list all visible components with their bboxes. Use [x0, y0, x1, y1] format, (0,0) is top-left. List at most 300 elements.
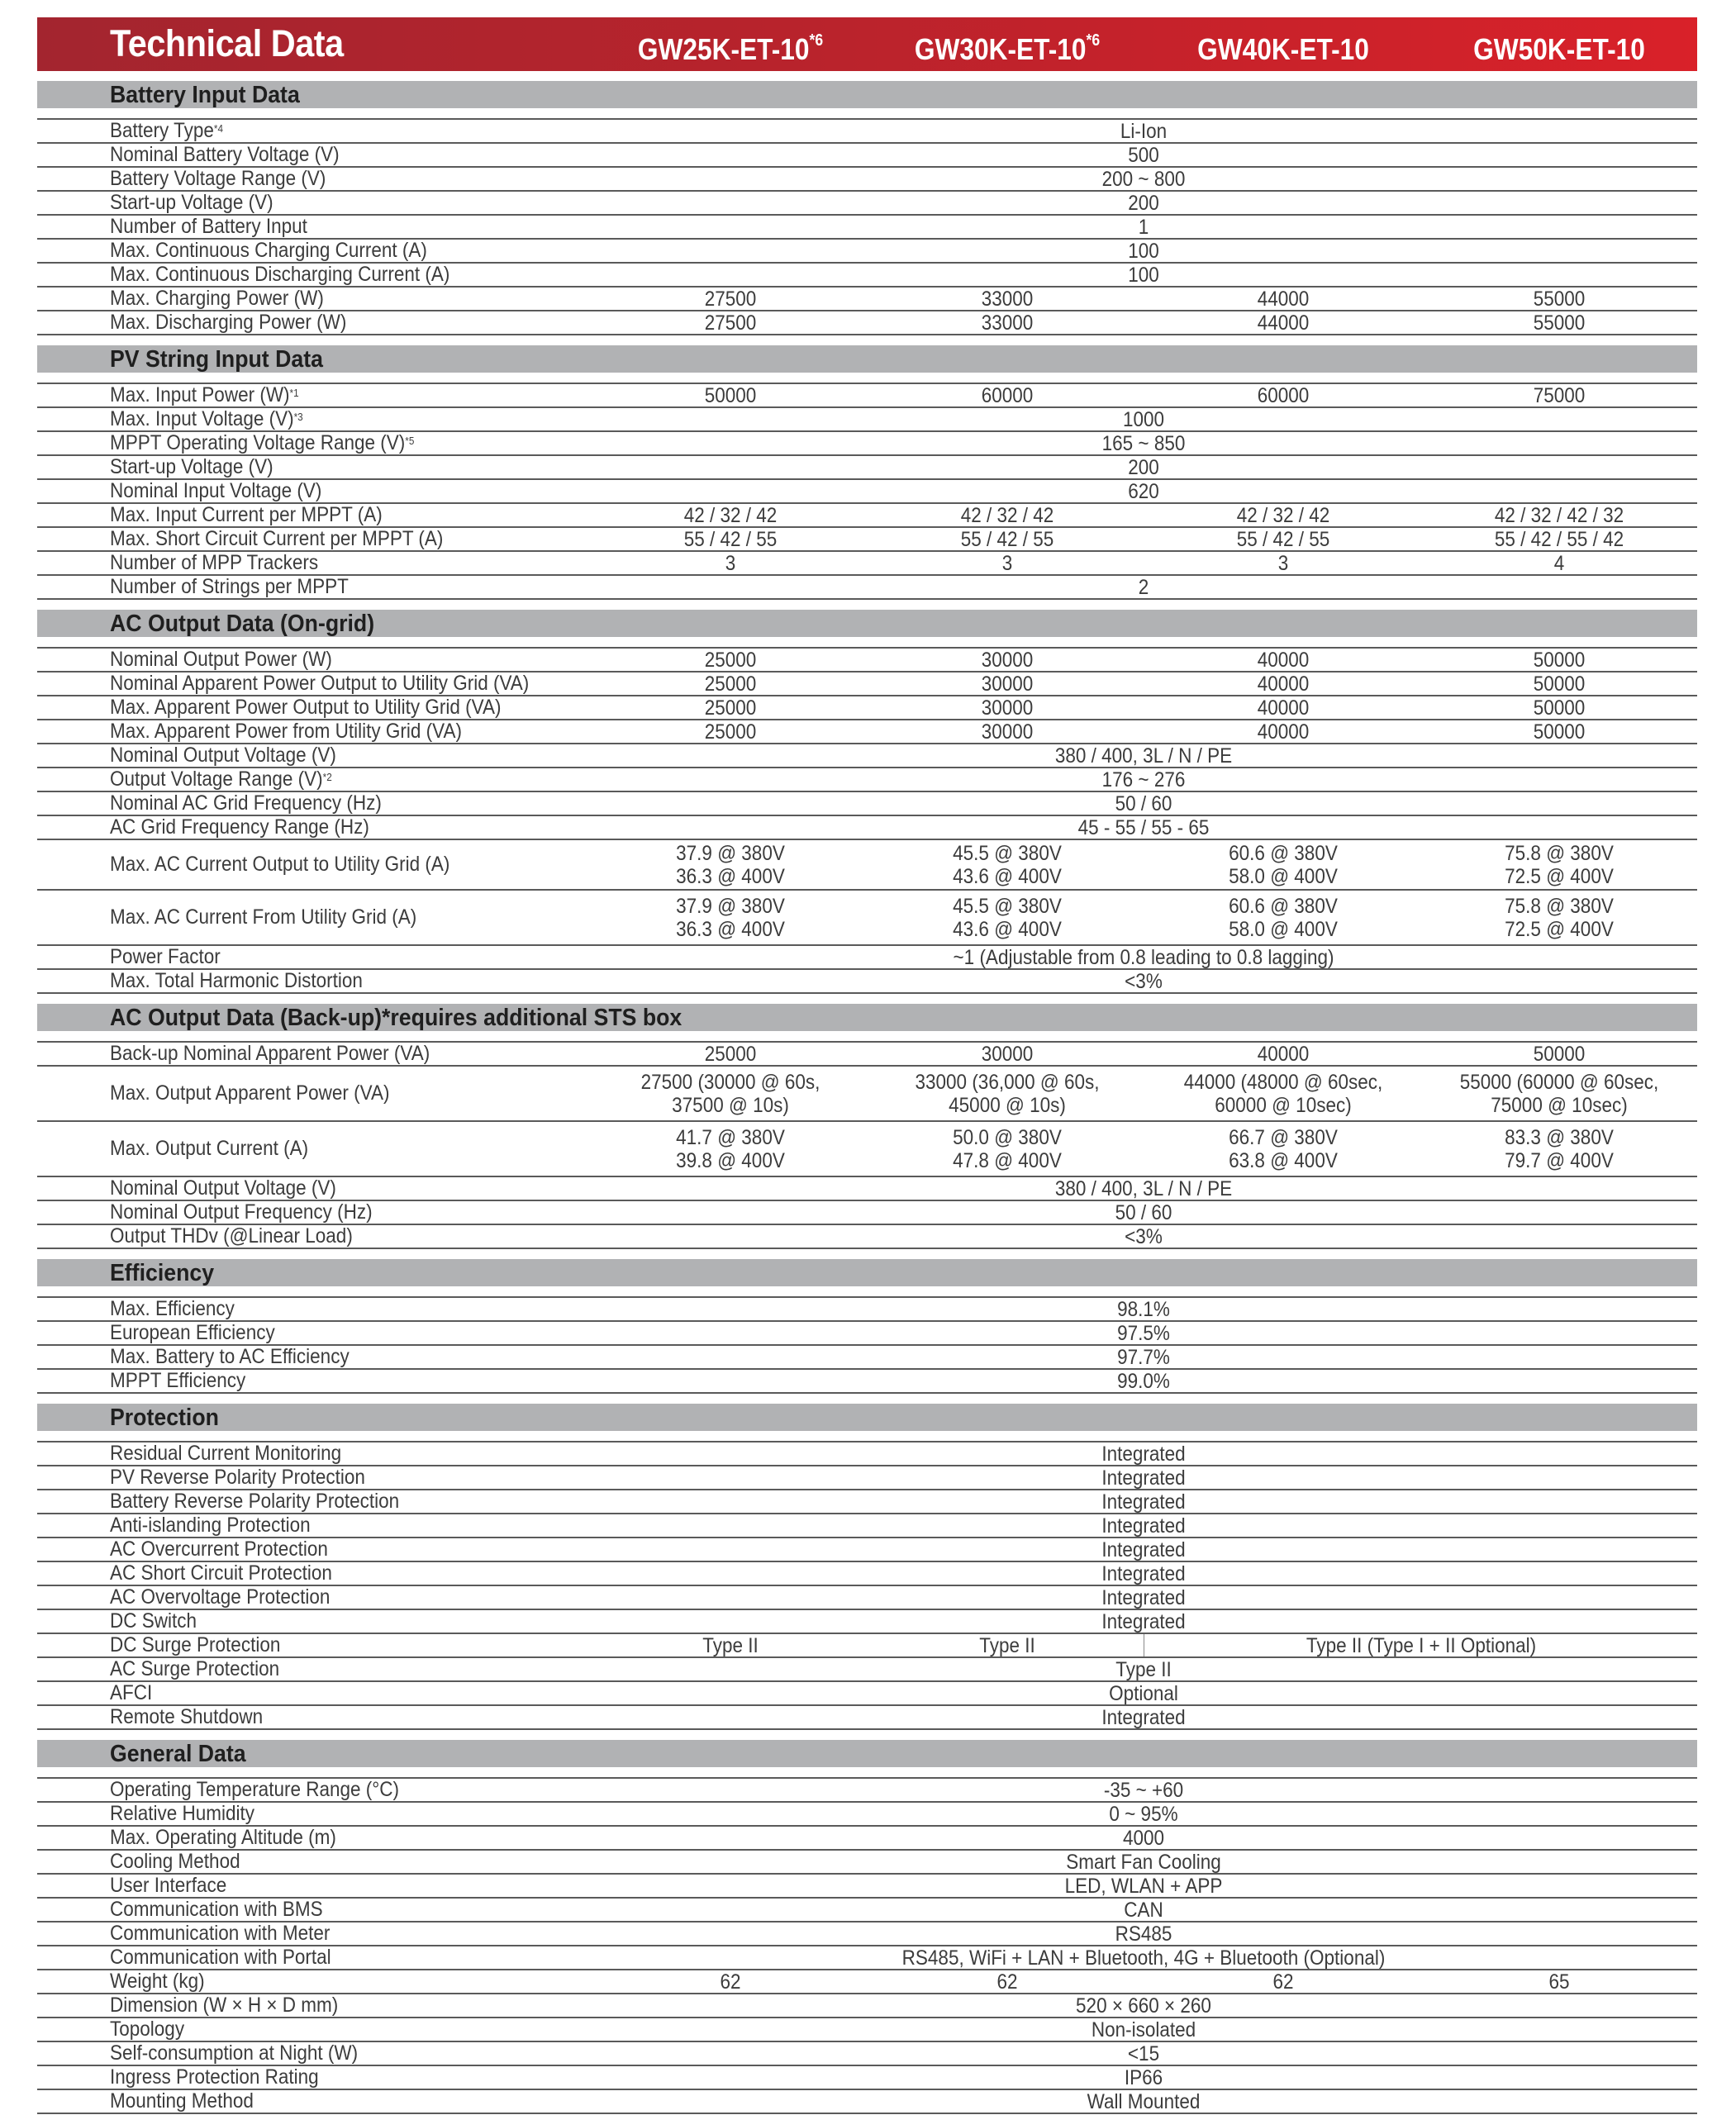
spec-label-text: Nominal Output Frequency (Hz) — [110, 1200, 373, 1224]
spec-label — [110, 192, 273, 214]
spec-label-text: Start-up Voltage (V) — [110, 191, 273, 214]
value-text: 40000 — [1257, 720, 1310, 744]
spec-label-text: Nominal Output Voltage (V) — [110, 744, 336, 767]
value-text: Optional — [1109, 1681, 1178, 1705]
spec-value-all-models — [1078, 816, 1210, 839]
spec-value-all-models — [1066, 1851, 1221, 1873]
spec-label-text: Power Factor — [110, 945, 221, 968]
spec-row — [37, 891, 1697, 946]
spec-row — [37, 1346, 1697, 1370]
spec-row — [37, 576, 1697, 600]
value-text: 25000 — [704, 1042, 757, 1066]
spec-label — [110, 1779, 399, 1801]
value-text: 97.5% — [1117, 1321, 1170, 1345]
spec-value — [1237, 504, 1330, 526]
spec-value — [1258, 720, 1310, 743]
spec-section — [37, 1740, 1697, 2114]
value-text: 60000 — [1257, 383, 1310, 407]
spec-label — [110, 970, 363, 992]
spec-label — [110, 1562, 332, 1585]
spec-row — [37, 384, 1697, 408]
spec-value-all-models — [1125, 2066, 1163, 2089]
value-text: 3 — [725, 551, 736, 575]
spec-label — [110, 2042, 358, 2065]
spec-value-all-models — [1055, 1177, 1232, 1200]
spec-value — [705, 288, 757, 310]
value-text: 30000 — [981, 720, 1034, 744]
spec-label-text: Number of Strings per MPPT — [110, 575, 349, 598]
spec-value-all-models — [1102, 432, 1186, 454]
spec-value-all-models — [1101, 1538, 1185, 1561]
spec-value-all-models — [1117, 1346, 1170, 1368]
spec-value — [1505, 1122, 1614, 1176]
spec-label-text: Nominal Apparent Power Output to Utility Grid (VA) — [110, 672, 530, 695]
spec-label — [110, 1803, 254, 1825]
footnote-marker: *2 — [322, 771, 332, 783]
spec-label-text: Max. AC Current From Utility Grid (A) — [110, 905, 417, 929]
spec-label — [110, 1923, 330, 1945]
spec-label-text: Number of MPP Trackers — [110, 551, 319, 574]
section-title: AC Output Data (Back-up)*requires additional STS box — [110, 1005, 683, 1031]
spec-row — [37, 528, 1697, 552]
spec-label-text: Max. Input Current per MPPT (A) — [110, 503, 383, 526]
spec-label — [110, 1682, 152, 1704]
spec-row — [37, 1970, 1697, 1994]
spec-row — [37, 1225, 1697, 1249]
spec-label — [110, 720, 462, 743]
spec-value — [982, 696, 1034, 719]
value-text: 100 — [1128, 263, 1159, 287]
value-text: 42 / 32 / 42 — [1236, 503, 1330, 527]
spec-value — [705, 384, 757, 406]
value-text: Integrated — [1101, 1442, 1186, 1466]
spec-label-text: Max. Operating Altitude (m) — [110, 1826, 336, 1849]
spec-section — [37, 610, 1697, 994]
spec-value-all-models — [1102, 168, 1186, 190]
spec-value — [996, 1970, 1017, 1993]
spec-label-text: Max. AC Current Output to Utility Grid (A) — [110, 853, 450, 876]
spec-label — [110, 2090, 254, 2113]
spec-value — [1534, 311, 1586, 334]
spec-rows — [37, 1777, 1697, 2114]
spec-row — [37, 1706, 1697, 1730]
spec-label-text: Output THDv (@Linear Load) — [110, 1224, 353, 1248]
value-text: 42 / 32 / 42 — [683, 503, 778, 527]
value-line: 37.9 @ 380V — [676, 841, 785, 865]
spec-value-all-models — [1123, 1827, 1164, 1849]
spec-label — [110, 2066, 319, 2089]
footnote-marker: *5 — [405, 435, 415, 447]
spec-label-text: Max. Output Apparent Power (VA) — [110, 1081, 390, 1105]
spec-label — [110, 1875, 226, 1897]
spec-row — [37, 1803, 1697, 1827]
value-text: 520 × 660 × 260 — [1076, 1994, 1211, 2018]
section-header — [37, 81, 1697, 108]
spec-value-all-models — [1101, 1706, 1185, 1728]
spec-value-all-models — [1128, 144, 1159, 166]
spec-value — [1258, 311, 1310, 334]
section-title: General Data — [110, 1741, 246, 1767]
spec-label — [110, 144, 340, 166]
value-text: Integrated — [1101, 1609, 1186, 1633]
value-text: 98.1% — [1117, 1297, 1170, 1321]
spec-value-all-models — [1125, 1225, 1163, 1248]
spec-value — [1534, 673, 1586, 695]
value-text: 42 / 32 / 42 — [960, 503, 1054, 527]
spec-label — [110, 1177, 336, 1200]
model-header-gw25k: GW25K-ET-10$^{*6}$ — [637, 31, 824, 66]
value-line: 66.7 @ 380V — [1229, 1125, 1338, 1149]
spec-value — [1184, 1067, 1383, 1120]
spec-value — [1258, 288, 1310, 310]
spec-label — [110, 408, 303, 430]
spec-value — [1505, 840, 1614, 889]
spec-label — [110, 576, 349, 598]
value-text: Non-isolated — [1091, 2018, 1196, 2041]
value-line: 83.3 @ 380V — [1505, 1125, 1614, 1149]
value-text: 55 / 42 / 55 — [1236, 527, 1330, 551]
spec-value-all-models — [1115, 1201, 1172, 1224]
spec-value — [982, 384, 1034, 406]
section-header — [37, 1404, 1697, 1431]
spec-row — [37, 120, 1697, 144]
spec-row — [37, 649, 1697, 673]
spec-label — [110, 744, 336, 767]
spec-row — [37, 744, 1697, 768]
spec-value-all-models — [1101, 1610, 1185, 1633]
footnote-marker: *3 — [293, 411, 303, 423]
spec-row — [37, 970, 1697, 994]
value-text: 30000 — [981, 672, 1034, 696]
value-text: 50000 — [704, 383, 757, 407]
spec-label — [110, 696, 502, 719]
spec-value — [684, 528, 778, 550]
spec-value-all-models — [1128, 480, 1159, 502]
value-text: <3% — [1125, 969, 1163, 993]
value-text: 50000 — [1533, 696, 1586, 720]
value-text: 100 — [1128, 239, 1159, 263]
value-text: 40000 — [1257, 648, 1310, 672]
spec-label-text: Back-up Nominal Apparent Power (VA) — [110, 1042, 430, 1065]
spec-row — [37, 408, 1697, 432]
value-line: 58.0 @ 400V — [1229, 864, 1338, 888]
spec-label — [110, 1442, 341, 1465]
spec-value — [705, 696, 757, 719]
spec-section — [37, 345, 1697, 600]
spec-label — [110, 1538, 328, 1561]
value-text: 1 — [1138, 215, 1149, 239]
value-text: 40000 — [1257, 672, 1310, 696]
value-line: 43.6 @ 400V — [953, 917, 1062, 941]
value-text: <3% — [1125, 1224, 1163, 1248]
spec-label — [110, 1466, 365, 1489]
spec-value-all-models — [1128, 2042, 1159, 2065]
spec-row — [37, 1994, 1697, 2018]
value-line: 50.0 @ 380V — [953, 1125, 1062, 1149]
spec-value — [953, 840, 1062, 889]
spec-value — [676, 891, 785, 944]
spec-value — [1229, 1122, 1338, 1176]
spec-value-all-models — [1128, 240, 1159, 262]
spec-label — [110, 264, 449, 286]
spec-label — [110, 1322, 275, 1344]
spec-rows — [37, 1296, 1697, 1394]
model-header-gw50k: GW50K-ET-10 — [1473, 32, 1645, 66]
spec-label — [110, 240, 427, 262]
spec-value — [705, 673, 757, 695]
spec-label — [110, 891, 416, 944]
spec-value-all-models — [1104, 1779, 1183, 1801]
value-text: 4 — [1553, 551, 1565, 575]
spec-value — [982, 649, 1034, 671]
value-text: RS485, WiFi + LAN + Bluetooth, 4G + Bluetooth (Optional) — [901, 1946, 1386, 1970]
spec-value-all-models — [1101, 1490, 1185, 1513]
spec-row — [37, 2018, 1697, 2042]
spec-label — [110, 1994, 338, 2017]
spec-value-all-models — [1101, 1562, 1185, 1585]
spec-value — [979, 1634, 1035, 1656]
value-text: 25000 — [704, 648, 757, 672]
spec-value-all-models — [1125, 970, 1163, 992]
value-text: 75000 — [1533, 383, 1586, 407]
value-line: 72.5 @ 400V — [1505, 917, 1614, 941]
spec-value — [961, 504, 1054, 526]
spec-label-text: Dimension (W × H × D mm) — [110, 1994, 339, 2017]
spec-label — [110, 1370, 245, 1392]
value-text: 620 — [1128, 479, 1159, 503]
spec-label — [110, 1946, 331, 1969]
spec-row — [37, 1562, 1697, 1586]
value-text: 27500 — [704, 287, 757, 311]
value-text: 33000 — [981, 311, 1034, 335]
spec-label-text: European Efficiency — [110, 1321, 275, 1344]
spec-label-text: Max. Discharging Power (W) — [110, 311, 347, 334]
spec-value — [725, 552, 736, 574]
value-line: 55000 (60000 @ 60sec, — [1459, 1070, 1659, 1094]
value-text: ~1 (Adjustable from 0.8 leading to 0.8 lagging) — [953, 945, 1334, 969]
spec-value — [1229, 891, 1338, 944]
footnote-marker: *4 — [213, 122, 223, 135]
value-text: Wall Mounted — [1087, 2089, 1201, 2113]
spec-label-text: Operating Temperature Range (°C) — [110, 1778, 400, 1801]
spec-value-all-models — [1115, 1923, 1172, 1945]
spec-label-text: Start-up Voltage (V) — [110, 455, 273, 478]
spec-label — [110, 1899, 323, 1921]
spec-value-all-models — [1139, 216, 1149, 238]
value-text: 50000 — [1533, 1042, 1586, 1066]
spec-label-text: AC Overcurrent Protection — [110, 1538, 328, 1561]
value-text: 62 — [720, 1970, 741, 1994]
value-text: 55 / 42 / 55 — [960, 527, 1054, 551]
spec-label — [110, 1586, 330, 1609]
spec-row — [37, 1899, 1697, 1923]
value-text: 45 - 55 / 55 - 65 — [1077, 815, 1210, 839]
spec-row — [37, 720, 1697, 744]
spec-value-all-models — [1101, 1514, 1185, 1537]
spec-value — [982, 720, 1034, 743]
value-text: 1000 — [1122, 407, 1165, 431]
spec-label-text: Battery Type — [110, 119, 214, 142]
model-header-gw40k: GW40K-ET-10 — [1197, 32, 1369, 66]
spec-label-text: AC Short Circuit Protection — [110, 1561, 332, 1585]
spec-value — [953, 1122, 1062, 1176]
value-line: 45.5 @ 380V — [953, 841, 1062, 865]
spec-value-all-models — [1117, 1298, 1170, 1320]
spec-row — [37, 288, 1697, 311]
spec-value — [1534, 720, 1586, 743]
spec-row — [37, 311, 1697, 335]
value-line: 75000 @ 10sec) — [1491, 1093, 1628, 1117]
spec-row — [37, 1851, 1697, 1875]
spec-label — [110, 1067, 389, 1120]
value-text: 25000 — [704, 696, 757, 720]
spec-value-all-models — [1115, 1658, 1172, 1680]
spec-value — [1258, 696, 1310, 719]
value-text: 55 / 42 / 55 — [683, 527, 778, 551]
spec-row — [37, 216, 1697, 240]
spec-value — [1548, 1970, 1569, 1993]
spec-label-text: Residual Current Monitoring — [110, 1442, 342, 1465]
value-text: 62 — [1272, 1970, 1294, 1994]
value-text: 0 ~ 95% — [1109, 1802, 1178, 1826]
spec-value — [982, 288, 1034, 310]
spec-value-all-models — [1124, 1899, 1163, 1921]
spec-label — [110, 1346, 350, 1368]
spec-label — [110, 1827, 336, 1849]
section-title: Battery Input Data — [110, 82, 300, 108]
spec-value — [676, 1122, 785, 1176]
spec-label-text: Battery Voltage Range (V) — [110, 167, 326, 190]
spec-row — [37, 264, 1697, 288]
spec-value — [676, 840, 785, 889]
spec-label-text: Nominal Input Voltage (V) — [110, 479, 322, 502]
spec-value-all-models — [1123, 408, 1164, 430]
value-text: 27500 — [704, 311, 757, 335]
spec-row — [37, 1875, 1697, 1899]
value-text: 200 — [1128, 191, 1159, 215]
spec-row — [37, 1682, 1697, 1706]
value-text: 50 / 60 — [1115, 1200, 1172, 1224]
value-line: 43.6 @ 400V — [953, 864, 1062, 888]
spec-value — [1272, 1970, 1293, 1993]
value-text: 380 / 400, 3L / N / PE — [1054, 744, 1233, 768]
spec-row — [37, 1466, 1697, 1490]
value-text: 55 / 42 / 55 / 42 — [1494, 527, 1624, 551]
spec-label — [110, 649, 332, 671]
value-line: 75.8 @ 380V — [1505, 894, 1614, 918]
section-title: Protection — [110, 1404, 219, 1431]
spec-label-text: Number of Battery Input — [110, 215, 307, 238]
spec-label-text: Self-consumption at Night (W) — [110, 2041, 359, 2065]
spec-row — [37, 2066, 1697, 2090]
spec-label-text: MPPT Operating Voltage Range (V) — [110, 431, 406, 454]
spec-section — [37, 1004, 1697, 1249]
spec-row — [37, 1442, 1697, 1466]
spec-label-text: Max. Apparent Power from Utility Grid (VA) — [110, 720, 462, 743]
spec-value — [1229, 840, 1338, 889]
spec-label — [110, 1658, 279, 1680]
spec-label — [110, 384, 299, 406]
value-line: 33000 (36,000 @ 60s, — [915, 1070, 1100, 1094]
spec-row — [37, 946, 1697, 970]
spec-value — [915, 1067, 1099, 1120]
spec-label — [110, 456, 273, 478]
spec-label-text: User Interface — [110, 1874, 227, 1897]
value-text: Integrated — [1101, 1585, 1186, 1609]
value-text: 40000 — [1257, 696, 1310, 720]
spec-label — [110, 1298, 235, 1320]
value-line: 60.6 @ 380V — [1229, 894, 1338, 918]
value-text: 44000 — [1257, 311, 1310, 335]
spec-label-text: Max. Continuous Charging Current (A) — [110, 239, 427, 262]
spec-row — [37, 2090, 1697, 2114]
spec-label-text: Remote Shutdown — [110, 1705, 264, 1728]
spec-value — [1534, 384, 1586, 406]
spec-label-text: Nominal Output Power (W) — [110, 648, 332, 671]
spec-value — [982, 673, 1034, 695]
spec-sections — [37, 81, 1697, 2114]
section-title: AC Output Data (On-grid) — [110, 611, 375, 637]
spec-label-text: Cooling Method — [110, 1850, 240, 1873]
spec-value — [1495, 504, 1624, 526]
value-text: 65 — [1548, 1970, 1570, 1994]
spec-row — [37, 1201, 1697, 1225]
spec-label-text: Max. Apparent Power Output to Utility Grid (VA) — [110, 696, 502, 719]
spec-rows — [37, 1441, 1697, 1730]
spec-label-text: AC Surge Protection — [110, 1657, 280, 1680]
spec-label-text: Relative Humidity — [110, 1802, 255, 1825]
spec-value — [1002, 552, 1013, 574]
value-text: Integrated — [1101, 1514, 1186, 1538]
spec-value-all-models — [954, 946, 1334, 968]
spec-value-all-models — [1065, 1875, 1223, 1897]
spec-label-text: Nominal AC Grid Frequency (Hz) — [110, 791, 382, 815]
spec-row — [37, 696, 1697, 720]
spec-row — [37, 1923, 1697, 1946]
value-text: <15 — [1127, 2041, 1160, 2065]
spec-value — [684, 504, 778, 526]
spec-row — [37, 1610, 1697, 1634]
spec-row — [37, 1779, 1697, 1803]
value-text: 42 / 32 / 42 / 32 — [1494, 503, 1624, 527]
value-text: Smart Fan Cooling — [1066, 1850, 1221, 1874]
value-text: 30000 — [981, 648, 1034, 672]
spec-value — [1554, 552, 1565, 574]
value-text: Li-Ion — [1120, 119, 1168, 143]
value-text: 30000 — [981, 696, 1034, 720]
value-text: 55000 — [1533, 287, 1586, 311]
spec-label-text: Communication with BMS — [110, 1898, 323, 1921]
spec-label — [110, 1490, 399, 1513]
spec-value-all-models — [1087, 2090, 1201, 2113]
spec-label — [110, 768, 332, 791]
spec-label-text: PV Reverse Polarity Protection — [110, 1466, 365, 1489]
spec-value — [702, 1634, 759, 1656]
spec-label-text: Max. Input Voltage (V) — [110, 407, 294, 430]
spec-section — [37, 1259, 1697, 1394]
value-line: 37500 @ 10s) — [672, 1093, 789, 1117]
spec-row — [37, 504, 1697, 528]
spec-value — [953, 891, 1062, 944]
spec-value — [720, 1970, 740, 1993]
value-line: 39.8 @ 400V — [676, 1148, 785, 1172]
value-text: Type II — [1115, 1657, 1172, 1681]
value-text: 200 — [1128, 455, 1159, 479]
spec-label — [110, 840, 449, 889]
value-text: 50 / 60 — [1115, 791, 1172, 815]
spec-label-text: Max. Continuous Discharging Current (A) — [110, 263, 450, 286]
value-text: IP66 — [1124, 2065, 1163, 2089]
